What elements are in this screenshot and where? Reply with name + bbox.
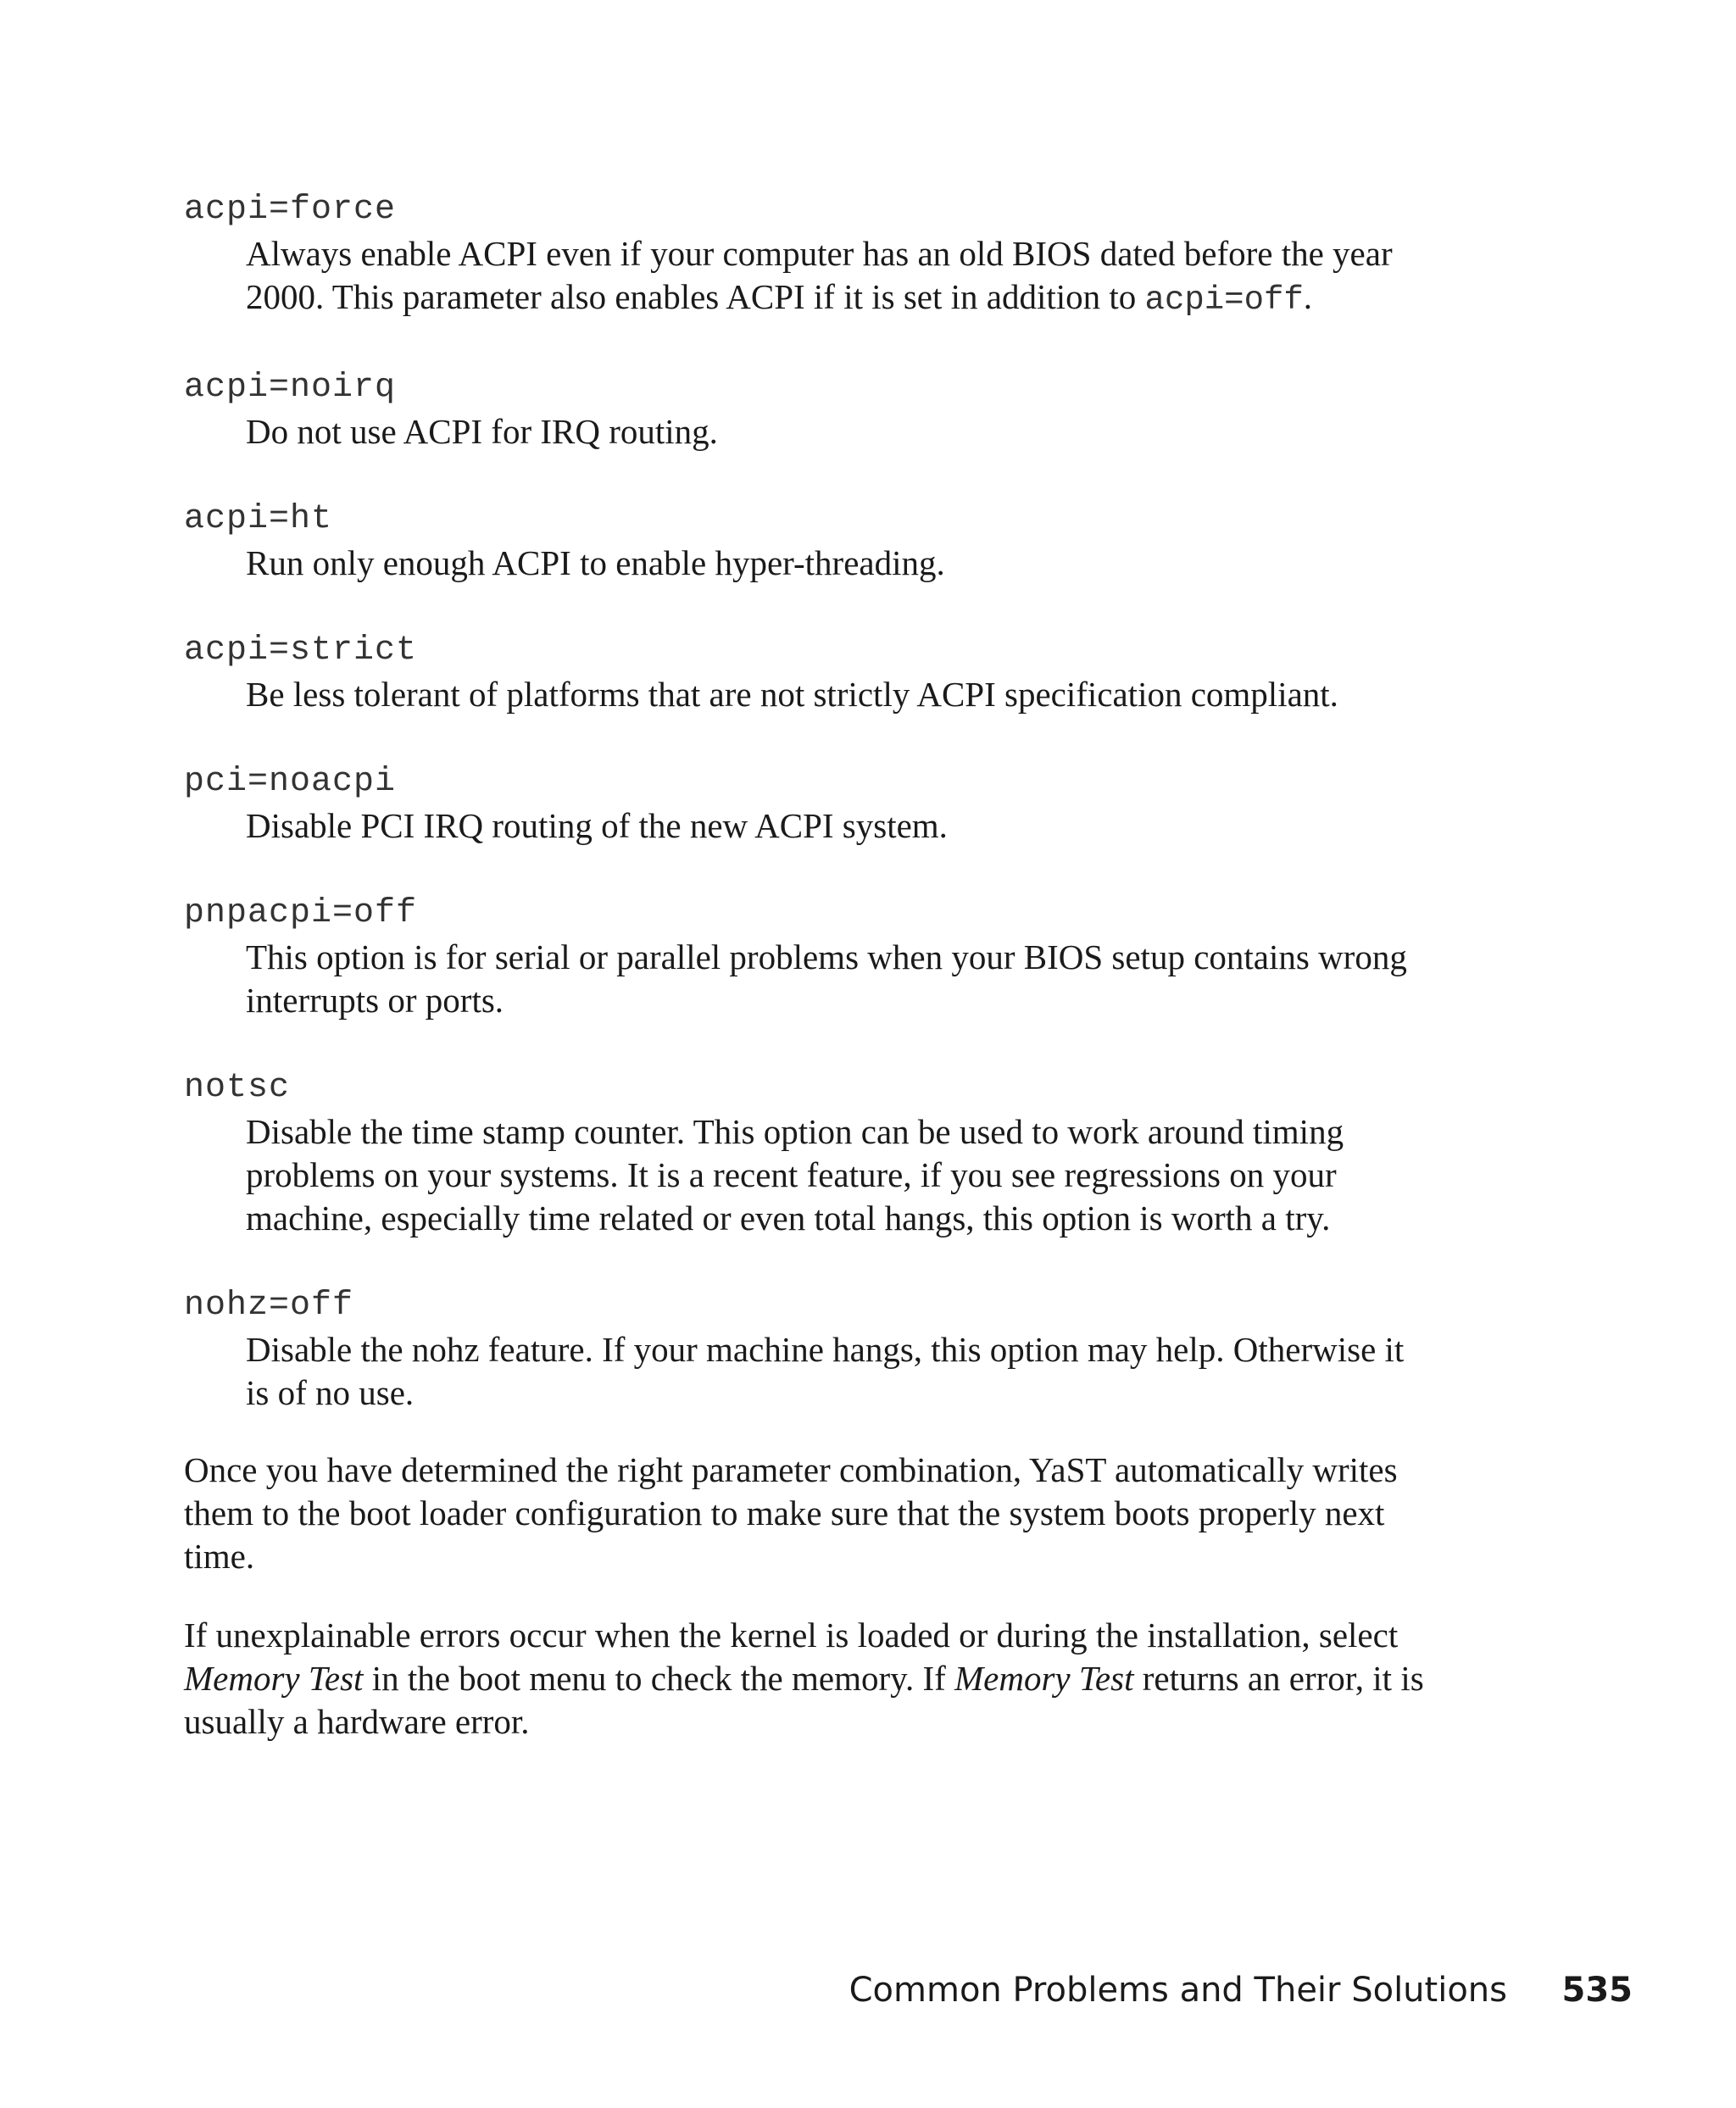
memory-test-term: Memory Test <box>184 1659 364 1698</box>
parameter-entry <box>184 498 1430 585</box>
memory-test-term: Memory Test <box>954 1659 1134 1698</box>
parameter-entry <box>184 1284 1430 1415</box>
description-text-end: . <box>1303 277 1313 316</box>
parameter-entry <box>184 188 1430 322</box>
parameter-entry <box>184 892 1430 1022</box>
parameter-description <box>246 232 1430 322</box>
parameter-term: pci=noacpi <box>184 763 397 801</box>
description-text: Always enable ACPI even if your computer has an old BIOS dated before the year 2000. This parameter also enables ACPI if it is set in addition to <box>246 234 1393 316</box>
parameter-entry <box>184 629 1430 716</box>
parameter-description: Disable PCI IRQ routing of the new ACPI system. <box>246 806 948 845</box>
parameter-term: acpi=ht <box>184 500 333 538</box>
parameter-term: acpi=strict <box>184 631 418 670</box>
running-footer-title: Common Problems and Their Solutions <box>849 1971 1507 2010</box>
paragraph-text: If unexplainable errors occur when the kernel is loaded or during the installation, select <box>184 1616 1399 1655</box>
parameter-description: Disable the nohz feature. If your machine hangs, this option may help. Otherwise it is of no use. <box>246 1330 1405 1412</box>
parameter-term: notsc <box>184 1069 291 1107</box>
boot-parameter-list <box>184 188 1430 1779</box>
parameter-term: pnpacpi=off <box>184 894 418 932</box>
parameter-description: Run only enough ACPI to enable hyper-threading. <box>246 543 945 582</box>
parameter-entry <box>184 760 1430 848</box>
parameter-description: Be less tolerant of platforms that are not strictly ACPI specification compliant. <box>246 675 1338 714</box>
parameter-entry <box>184 366 1430 453</box>
parameter-description: Do not use ACPI for IRQ routing. <box>246 412 718 451</box>
parameter-term: acpi=force <box>184 191 397 229</box>
paragraph-text: returns an error, it is usually a hardware error. <box>184 1659 1424 1741</box>
page-number: 535 <box>1561 1971 1633 2010</box>
parameter-term: nohz=off <box>184 1287 354 1325</box>
page-footer <box>0 1965 1736 2016</box>
memory-test-paragraph <box>184 1614 1430 1744</box>
parameter-term: acpi=noirq <box>184 369 397 407</box>
inline-code: acpi=off <box>1144 281 1304 319</box>
paragraph-text: in the boot menu to check the memory. If <box>363 1659 955 1698</box>
parameter-description: This option is for serial or parallel problems when your BIOS setup contains wrong interrupts or ports. <box>246 937 1407 1020</box>
parameter-entry <box>184 1066 1430 1240</box>
parameter-description: Disable the time stamp counter. This option can be used to work around timing problems on your systems. It is a recent feature, if you see regressions on your machine, especially time related or even total hangs, this option is worth a try. <box>246 1112 1344 1238</box>
summary-paragraph: Once you have determined the right parameter combination, YaST automatically writes them to the boot loader configuration to make sure that the system boots properly next time. <box>184 1450 1398 1576</box>
